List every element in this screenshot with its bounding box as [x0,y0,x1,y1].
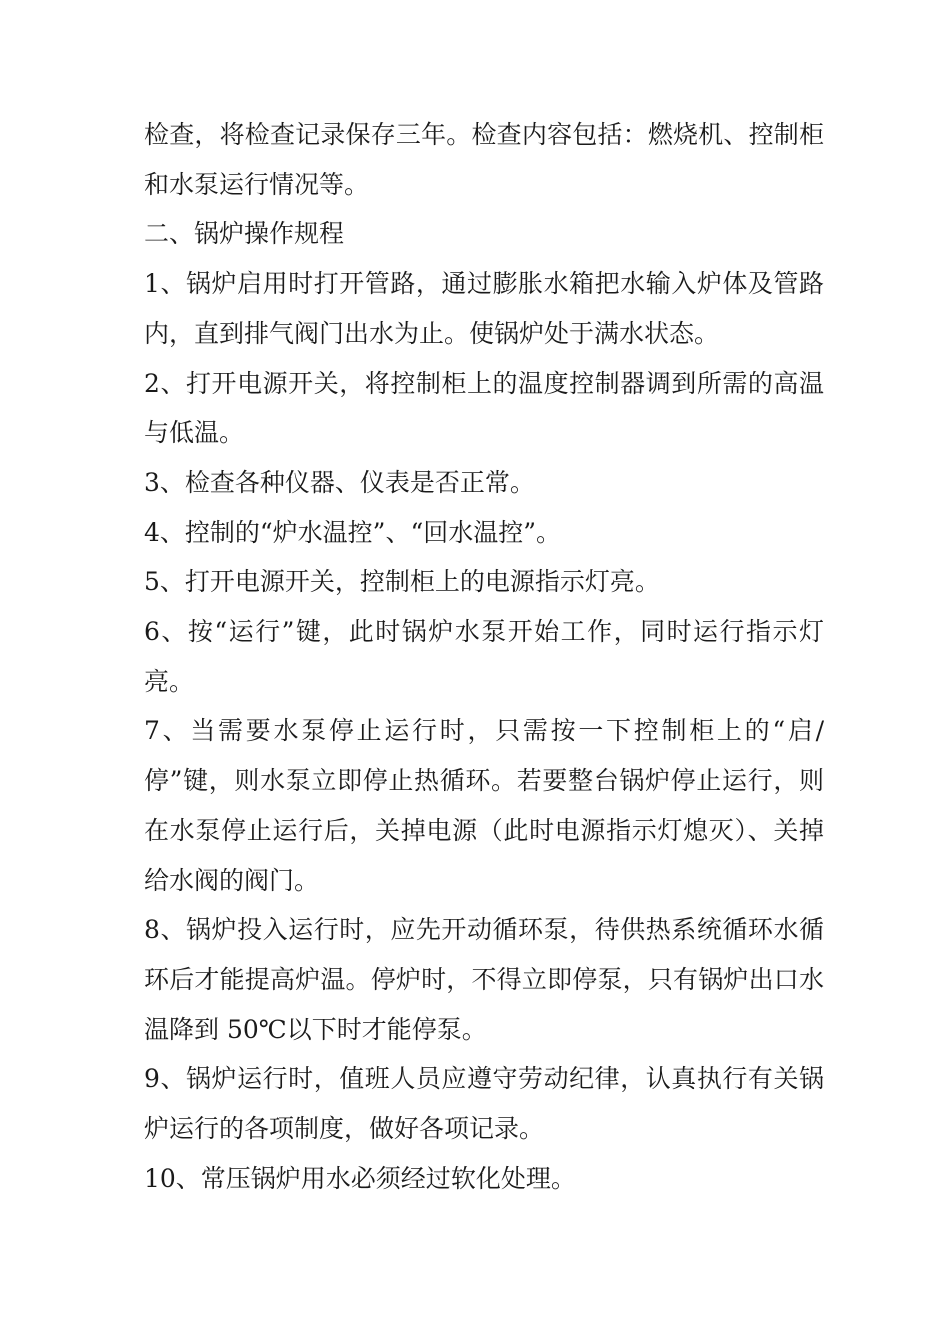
step-5: 5、打开电源开关，控制柜上的电源指示灯亮。 [144,567,660,597]
step-9: 9、锅炉运行时，值班人员应遵守劳动纪律，认真执行有关锅炉运行的各项制度，做好各项记录。 [144,1064,824,1144]
paragraph-inspection-record: 检查，将检查记录保存三年。检查内容包括：燃烧机、控制柜和水泵运行情况等。 [144,120,824,199]
document-body [144,110,824,1203]
step-7: 7、当需要水泵停止运行时，只需按一下控制柜上的“启/停”键，则水泵立即停止热循环。若要整台锅炉停止运行，则在水泵停止运行后，关掉电源（此时电源指示灯熄灭）、关掉给水阀的阀门。 [144,716,824,895]
step-8: 8、锅炉投入运行时，应先开动循环泵，待供热系统循环水循环后才能提高炉温。停炉时，不得立即停泵，只有锅炉出口水温降到 50℃以下时才能停泵。 [144,915,824,1044]
step-1: 1、锅炉启用时打开管路，通过膨胀水箱把水输入炉体及管路内，直到排气阀门出水为止。使锅炉处于满水状态。 [144,269,824,348]
step-3: 3、检查各种仪器、仪表是否正常。 [144,467,535,497]
section-heading-boiler-operation: 二、锅炉操作规程 [144,219,345,249]
step-6: 6、按“运行”键，此时锅炉水泵开始工作，同时运行指示灯亮。 [144,617,824,696]
step-4: 4、控制的“炉水温控”、“回水温控”。 [144,517,562,547]
step-2: 2、打开电源开关，将控制柜上的温度控制器调到所需的高温与低温。 [144,368,824,448]
step-10: 10、常压锅炉用水必须经过软化处理。 [144,1163,576,1193]
